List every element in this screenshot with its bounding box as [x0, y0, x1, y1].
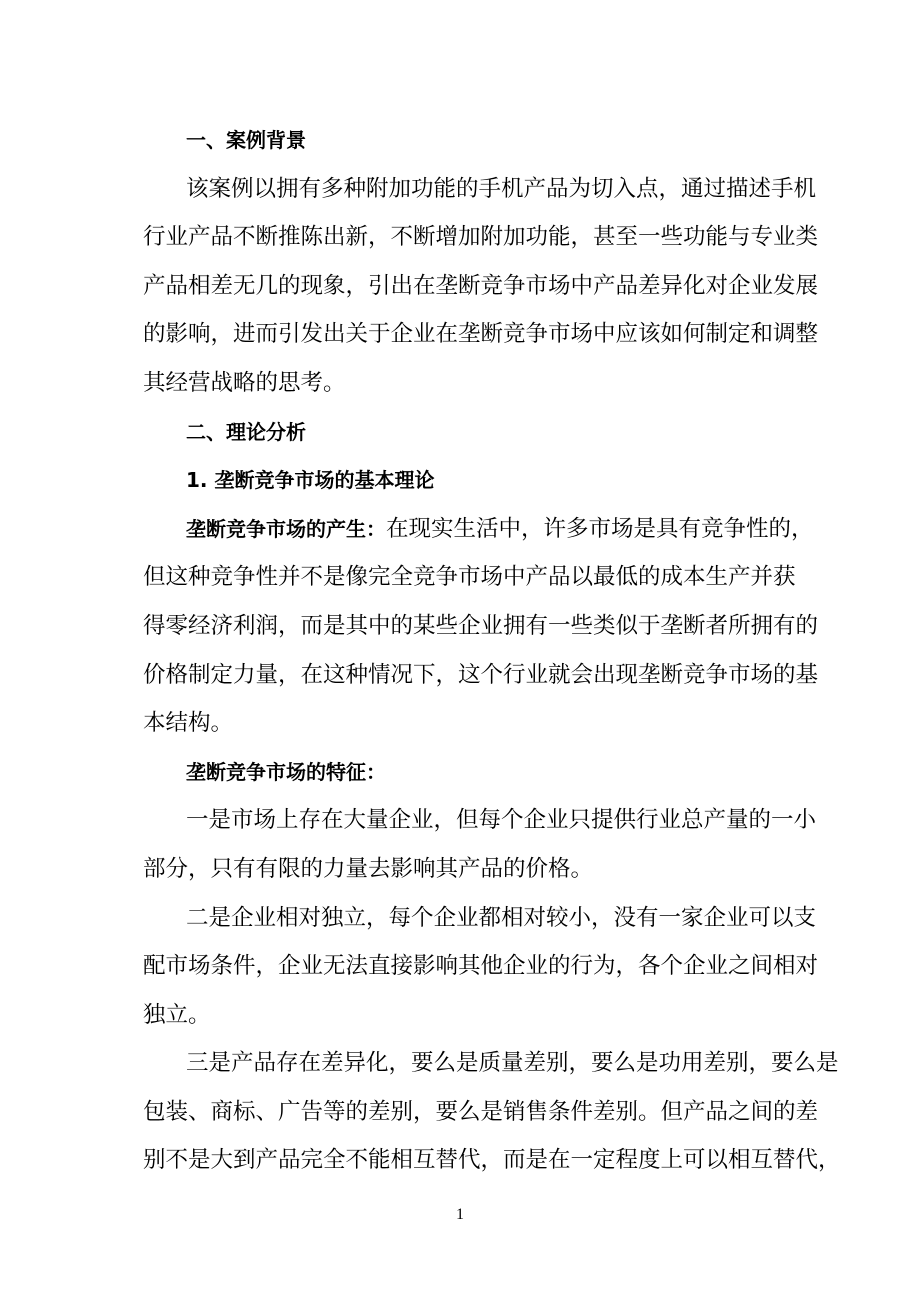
- paragraph-line: 该案例以拥有多种附加功能的手机产品为切入点，通过描述手机: [186, 175, 817, 202]
- paragraph-line: 包装、商标、广告等的差别，要么是销售条件差别。但产品之间的差: [143, 1098, 819, 1125]
- paragraph-line: 但这种竞争性并不是像完全竞争市场中产品以最低的成本生产并获: [143, 564, 796, 591]
- section-heading-theory-analysis: 二、理论分析: [186, 419, 306, 444]
- page-number: 1: [456, 1206, 464, 1223]
- paragraph-line: 二是企业相对独立，每个企业都相对较小，没有一家企业可以支: [186, 904, 817, 931]
- paragraph-line: 独立。: [143, 1001, 211, 1028]
- term-heading-features: 垄断竞争市场的特征：: [186, 759, 386, 784]
- paragraph-line: 部分，只有有限的力量去影响其产品的价格。: [143, 855, 594, 882]
- document-body: [143, 116, 841, 1185]
- paragraph-line: 其经营战略的思考。: [143, 369, 346, 396]
- paragraph-line: 一是市场上存在大量企业，但每个企业只提供行业总产量的一小: [186, 807, 817, 834]
- paragraph-line: 配市场条件，企业无法直接影响其他企业的行为，各个企业之间相对: [143, 953, 819, 980]
- paragraph-line: 价格制定力量，在这种情况下，这个行业就会出现垄断竞争市场的基: [143, 661, 819, 688]
- paragraph-line: 产品相差无几的现象，引出在垄断竞争市场中产品差异化对企业发展: [143, 272, 819, 299]
- section-heading-case-background: 一、案例背景: [186, 128, 306, 152]
- paragraph-line: 三是产品存在差异化，要么是质量差别，要么是功用差别，要么是: [186, 1050, 839, 1077]
- term-text: 在现实生活中，许多市场是具有竞争性的，: [386, 515, 814, 542]
- paragraph-line: [143, 505, 814, 554]
- paragraph-line: 的影响，进而引发出关于企业在垄断竞争市场中应该如何制定和调整: [143, 321, 819, 348]
- paragraph-line: 别不是大到产品完全不能相互替代，而是在一定程度上可以相互替代，: [143, 1147, 841, 1174]
- paragraph-line: 本结构。: [143, 710, 234, 737]
- term-label: 垄断竞争市场的产生：: [186, 516, 386, 541]
- paragraph-line: 得零经济利润，而是其中的某些企业拥有一些类似于垄断者所拥有的: [143, 612, 819, 639]
- subsection-heading-basic-theory: 1. 垄断竞争市场的基本理论: [186, 468, 435, 493]
- paragraph-line: 行业产品不断推陈出新，不断增加附加功能，甚至一些功能与专业类: [143, 224, 819, 251]
